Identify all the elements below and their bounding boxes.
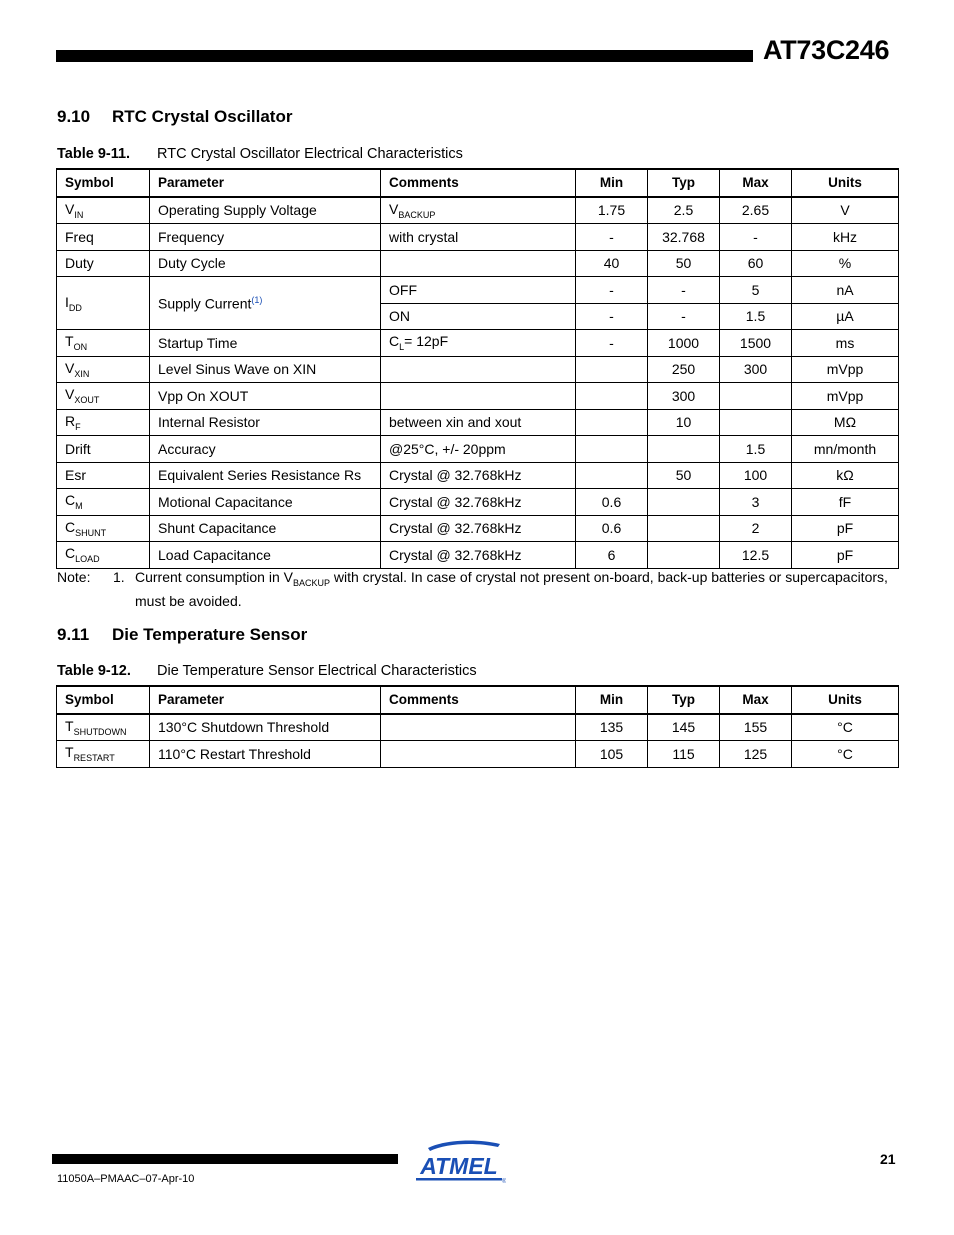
comments-cell: between xin and xout — [381, 409, 576, 436]
units-cell: ms — [792, 330, 899, 357]
parameter-cell: Equivalent Series Resistance Rs — [150, 462, 381, 489]
footnote-reference[interactable]: (1) — [251, 294, 263, 305]
column-header: Symbol — [57, 686, 150, 714]
parameter-cell: Frequency — [150, 224, 381, 251]
typ-cell: - — [648, 303, 720, 330]
max-cell: 1.5 — [720, 303, 792, 330]
column-header: Max — [720, 169, 792, 197]
column-header: Min — [576, 169, 648, 197]
min-cell: 135 — [576, 714, 648, 741]
section-heading-rtc — [57, 107, 292, 127]
max-cell: 1500 — [720, 330, 792, 357]
parameter-cell: Supply Current$^{(1)}$ — [150, 277, 381, 330]
parameter-cell: Load Capacitance — [150, 542, 381, 569]
registered-mark: ® — [502, 1179, 506, 1184]
table-row — [57, 383, 899, 410]
table-row — [57, 250, 899, 277]
table-row — [57, 741, 899, 768]
table-title: RTC Crystal Oscillator Electrical Characteristics — [157, 146, 463, 162]
section-number: 9.10 — [57, 107, 91, 126]
table-row — [57, 330, 899, 357]
column-header: Min — [576, 686, 648, 714]
min-cell — [576, 356, 648, 383]
max-cell: 155 — [720, 714, 792, 741]
comments-cell: Crystal @ 32.768kHz — [381, 542, 576, 569]
footer-rule — [52, 1154, 398, 1164]
table-note — [57, 568, 899, 610]
units-cell: °C — [792, 741, 899, 768]
symbol-cell: Freq — [57, 224, 150, 251]
table-row — [57, 542, 899, 569]
units-cell: pF — [792, 542, 899, 569]
table-row — [57, 277, 899, 304]
temperature-sensor-table — [56, 685, 899, 768]
max-cell: 5 — [720, 277, 792, 304]
symbol-cell: $T_{SHUTDOWN}$ — [57, 714, 150, 741]
parameter-cell: Motional Capacitance — [150, 489, 381, 516]
column-header: Max — [720, 686, 792, 714]
table-label: Table 9-11. — [57, 146, 131, 162]
max-cell: 12.5 — [720, 542, 792, 569]
table-caption-9-11 — [57, 146, 463, 162]
symbol-cell: $T_{RESTART}$ — [57, 741, 150, 768]
table-header-row — [57, 686, 899, 714]
parameter-cell: Startup Time — [150, 330, 381, 357]
units-cell: pF — [792, 515, 899, 542]
symbol-cell: Duty — [57, 250, 150, 277]
comments-cell: $C_L= 12pF$ — [381, 330, 576, 357]
comments-cell — [381, 741, 576, 768]
max-cell: 2 — [720, 515, 792, 542]
comments-cell — [381, 714, 576, 741]
table-row — [57, 489, 899, 516]
symbol-cell: $T_{ON}$ — [57, 330, 150, 357]
column-header: Units — [792, 686, 899, 714]
min-cell — [576, 462, 648, 489]
comments-cell: OFF — [381, 277, 576, 304]
atmel-logo — [414, 1138, 506, 1184]
min-cell: 105 — [576, 741, 648, 768]
units-cell: °C — [792, 714, 899, 741]
typ-cell: 1000 — [648, 330, 720, 357]
min-cell: 0.6 — [576, 489, 648, 516]
max-cell: 300 — [720, 356, 792, 383]
min-cell: - — [576, 330, 648, 357]
min-cell: - — [576, 277, 648, 304]
min-cell: - — [576, 303, 648, 330]
min-cell: 40 — [576, 250, 648, 277]
comments-cell — [381, 250, 576, 277]
comments-cell — [381, 356, 576, 383]
table-row — [57, 515, 899, 542]
units-cell: % — [792, 250, 899, 277]
table-caption-9-12 — [57, 663, 477, 679]
min-cell — [576, 436, 648, 463]
note-number: 1. — [113, 569, 125, 585]
comments-cell: with crystal — [381, 224, 576, 251]
symbol-cell: $R_F$ — [57, 409, 150, 436]
typ-cell: 250 — [648, 356, 720, 383]
min-cell: - — [576, 224, 648, 251]
parameter-cell: Vpp On XOUT — [150, 383, 381, 410]
section-number: 9.11 — [57, 625, 90, 644]
table-title: Die Temperature Sensor Electrical Characteristics — [157, 663, 477, 679]
units-cell: V — [792, 197, 899, 224]
comments-cell: Crystal @ 32.768kHz — [381, 489, 576, 516]
column-header: Parameter — [150, 686, 381, 714]
comments-cell: Crystal @ 32.768kHz — [381, 462, 576, 489]
rtc-characteristics-table — [56, 168, 899, 569]
comments-cell: $V_{BACKUP}$ — [381, 197, 576, 224]
section-title: RTC Crystal Oscillator — [112, 107, 293, 126]
max-cell — [720, 409, 792, 436]
max-cell: 100 — [720, 462, 792, 489]
units-cell: µA — [792, 303, 899, 330]
section-title: Die Temperature Sensor — [112, 625, 308, 644]
symbol-cell: $V_{XOUT}$ — [57, 383, 150, 410]
parameter-cell: Accuracy — [150, 436, 381, 463]
page-number: 21 — [880, 1151, 896, 1167]
typ-cell: 300 — [648, 383, 720, 410]
comments-cell: ON — [381, 303, 576, 330]
units-cell: mn/month — [792, 436, 899, 463]
units-cell: nA — [792, 277, 899, 304]
max-cell: - — [720, 224, 792, 251]
typ-cell — [648, 515, 720, 542]
table-row — [57, 197, 899, 224]
typ-cell — [648, 489, 720, 516]
document-title: AT73C246 — [763, 35, 890, 65]
symbol-cell: Esr — [57, 462, 150, 489]
comments-cell: @25°C, +/- 20ppm — [381, 436, 576, 463]
comments-cell: Crystal @ 32.768kHz — [381, 515, 576, 542]
min-cell: 0.6 — [576, 515, 648, 542]
max-cell: 3 — [720, 489, 792, 516]
table-row — [57, 356, 899, 383]
typ-cell: - — [648, 277, 720, 304]
units-cell: mVpp — [792, 383, 899, 410]
max-cell: 60 — [720, 250, 792, 277]
comments-cell — [381, 383, 576, 410]
table-label: Table 9-12. — [57, 663, 131, 679]
parameter-cell: Duty Cycle — [150, 250, 381, 277]
document-code: 11050A–PMAAC–07-Apr-10 — [57, 1173, 195, 1185]
table-row — [57, 224, 899, 251]
units-cell: mVpp — [792, 356, 899, 383]
units-cell: kΩ — [792, 462, 899, 489]
typ-cell: 145 — [648, 714, 720, 741]
parameter-cell: 110°C Restart Threshold — [150, 741, 381, 768]
max-cell: 125 — [720, 741, 792, 768]
logo-wordmark: ATMEL — [420, 1153, 498, 1179]
min-cell — [576, 409, 648, 436]
table-row — [57, 714, 899, 741]
symbol-cell: $C_{LOAD}$ — [57, 542, 150, 569]
parameter-cell: Internal Resistor — [150, 409, 381, 436]
units-cell: MΩ — [792, 409, 899, 436]
atmel-logo-icon — [414, 1138, 506, 1184]
parameter-cell: Operating Supply Voltage — [150, 197, 381, 224]
symbol-cell: $I_{DD}$ — [57, 277, 150, 330]
column-header: Parameter — [150, 169, 381, 197]
symbol-cell: $C_M$ — [57, 489, 150, 516]
column-header: Comments — [381, 169, 576, 197]
min-cell — [576, 383, 648, 410]
typ-cell: 32.768 — [648, 224, 720, 251]
parameter-cell: Shunt Capacitance — [150, 515, 381, 542]
header-rule — [56, 50, 753, 62]
min-cell: 1.75 — [576, 197, 648, 224]
column-header: Symbol — [57, 169, 150, 197]
column-header: Comments — [381, 686, 576, 714]
typ-cell: 50 — [648, 250, 720, 277]
column-header: Typ — [648, 686, 720, 714]
table-row — [57, 436, 899, 463]
column-header: Typ — [648, 169, 720, 197]
note-text: Current consumption in $V_{BACKUP}$ with crystal. In case of crystal not present on-board, back-up batteries or supercapacitors, must be avoided. — [135, 569, 888, 609]
typ-cell: 50 — [648, 462, 720, 489]
typ-cell — [648, 436, 720, 463]
column-header: Units — [792, 169, 899, 197]
typ-cell: 2.5 — [648, 197, 720, 224]
symbol-cell: Drift — [57, 436, 150, 463]
parameter-cell: 130°C Shutdown Threshold — [150, 714, 381, 741]
symbol-cell: $C_{SHUNT}$ — [57, 515, 150, 542]
symbol-cell: $V_{XIN}$ — [57, 356, 150, 383]
symbol-cell: $V_{IN}$ — [57, 197, 150, 224]
max-cell: 1.5 — [720, 436, 792, 463]
typ-cell: 10 — [648, 409, 720, 436]
table-row — [57, 409, 899, 436]
table-header-row — [57, 169, 899, 197]
note-label: Note: — [57, 569, 91, 585]
units-cell: fF — [792, 489, 899, 516]
min-cell: 6 — [576, 542, 648, 569]
max-cell: 2.65 — [720, 197, 792, 224]
units-cell: kHz — [792, 224, 899, 251]
parameter-cell: Level Sinus Wave on XIN — [150, 356, 381, 383]
typ-cell — [648, 542, 720, 569]
max-cell — [720, 383, 792, 410]
typ-cell: 115 — [648, 741, 720, 768]
table-row — [57, 462, 899, 489]
section-heading-temperature — [57, 625, 307, 645]
